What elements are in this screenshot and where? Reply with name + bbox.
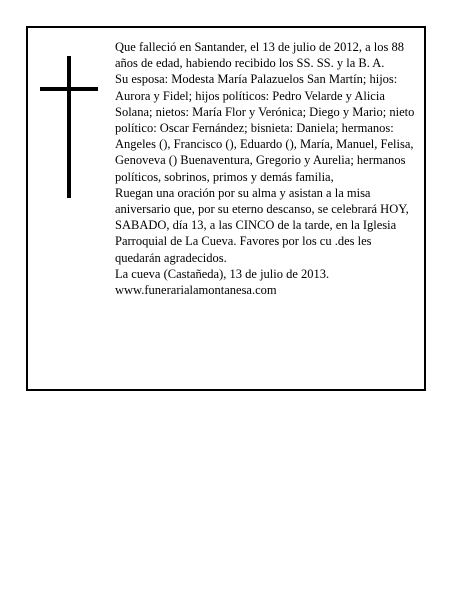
funeral-home-website: www.funerarialamontanesa.com xyxy=(115,283,277,298)
cross-icon xyxy=(40,56,98,198)
death-announcement: Que falleció en Santander, el 13 de julio de 2012, a los 88 años de edad, habiendo recibido los SS. SS. y la B. A. xyxy=(115,40,405,71)
cross-vertical-bar xyxy=(67,56,71,198)
obituary-notice xyxy=(26,26,426,391)
mass-invitation: Ruegan una oración por su alma y asistan a la misa aniversario que, por su eterno descanso, se celebrará HOY, SABADO, día 13, a las CINCO de la tarde, en la Iglesia Parroquial de La Cueva. Favores por los cu .des les quedarán agradecidos. xyxy=(115,185,409,265)
family-list: Su esposa: Modesta María Palazuelos San Martín; hijos: Aurora y Fidel; hijos políticos: Pedro Velarde y Alicia Solana; nietos: María Flor y Verónica; Diego y Mario; nieto político: Oscar Fernández; bisnieta: Daniela; hermanos: Angeles (), Francisco (), Eduardo (), María, Manuel, Felisa, Genoveva () Buenaventura, Gregorio y Aurelia; hermanos políticos, sobrinos, primos y demás familia, xyxy=(115,72,415,184)
cross-horizontal-bar xyxy=(40,87,98,91)
place-and-date: La cueva (Castañeda), 13 de julio de 2013. xyxy=(115,266,330,281)
obituary-text xyxy=(115,39,415,298)
